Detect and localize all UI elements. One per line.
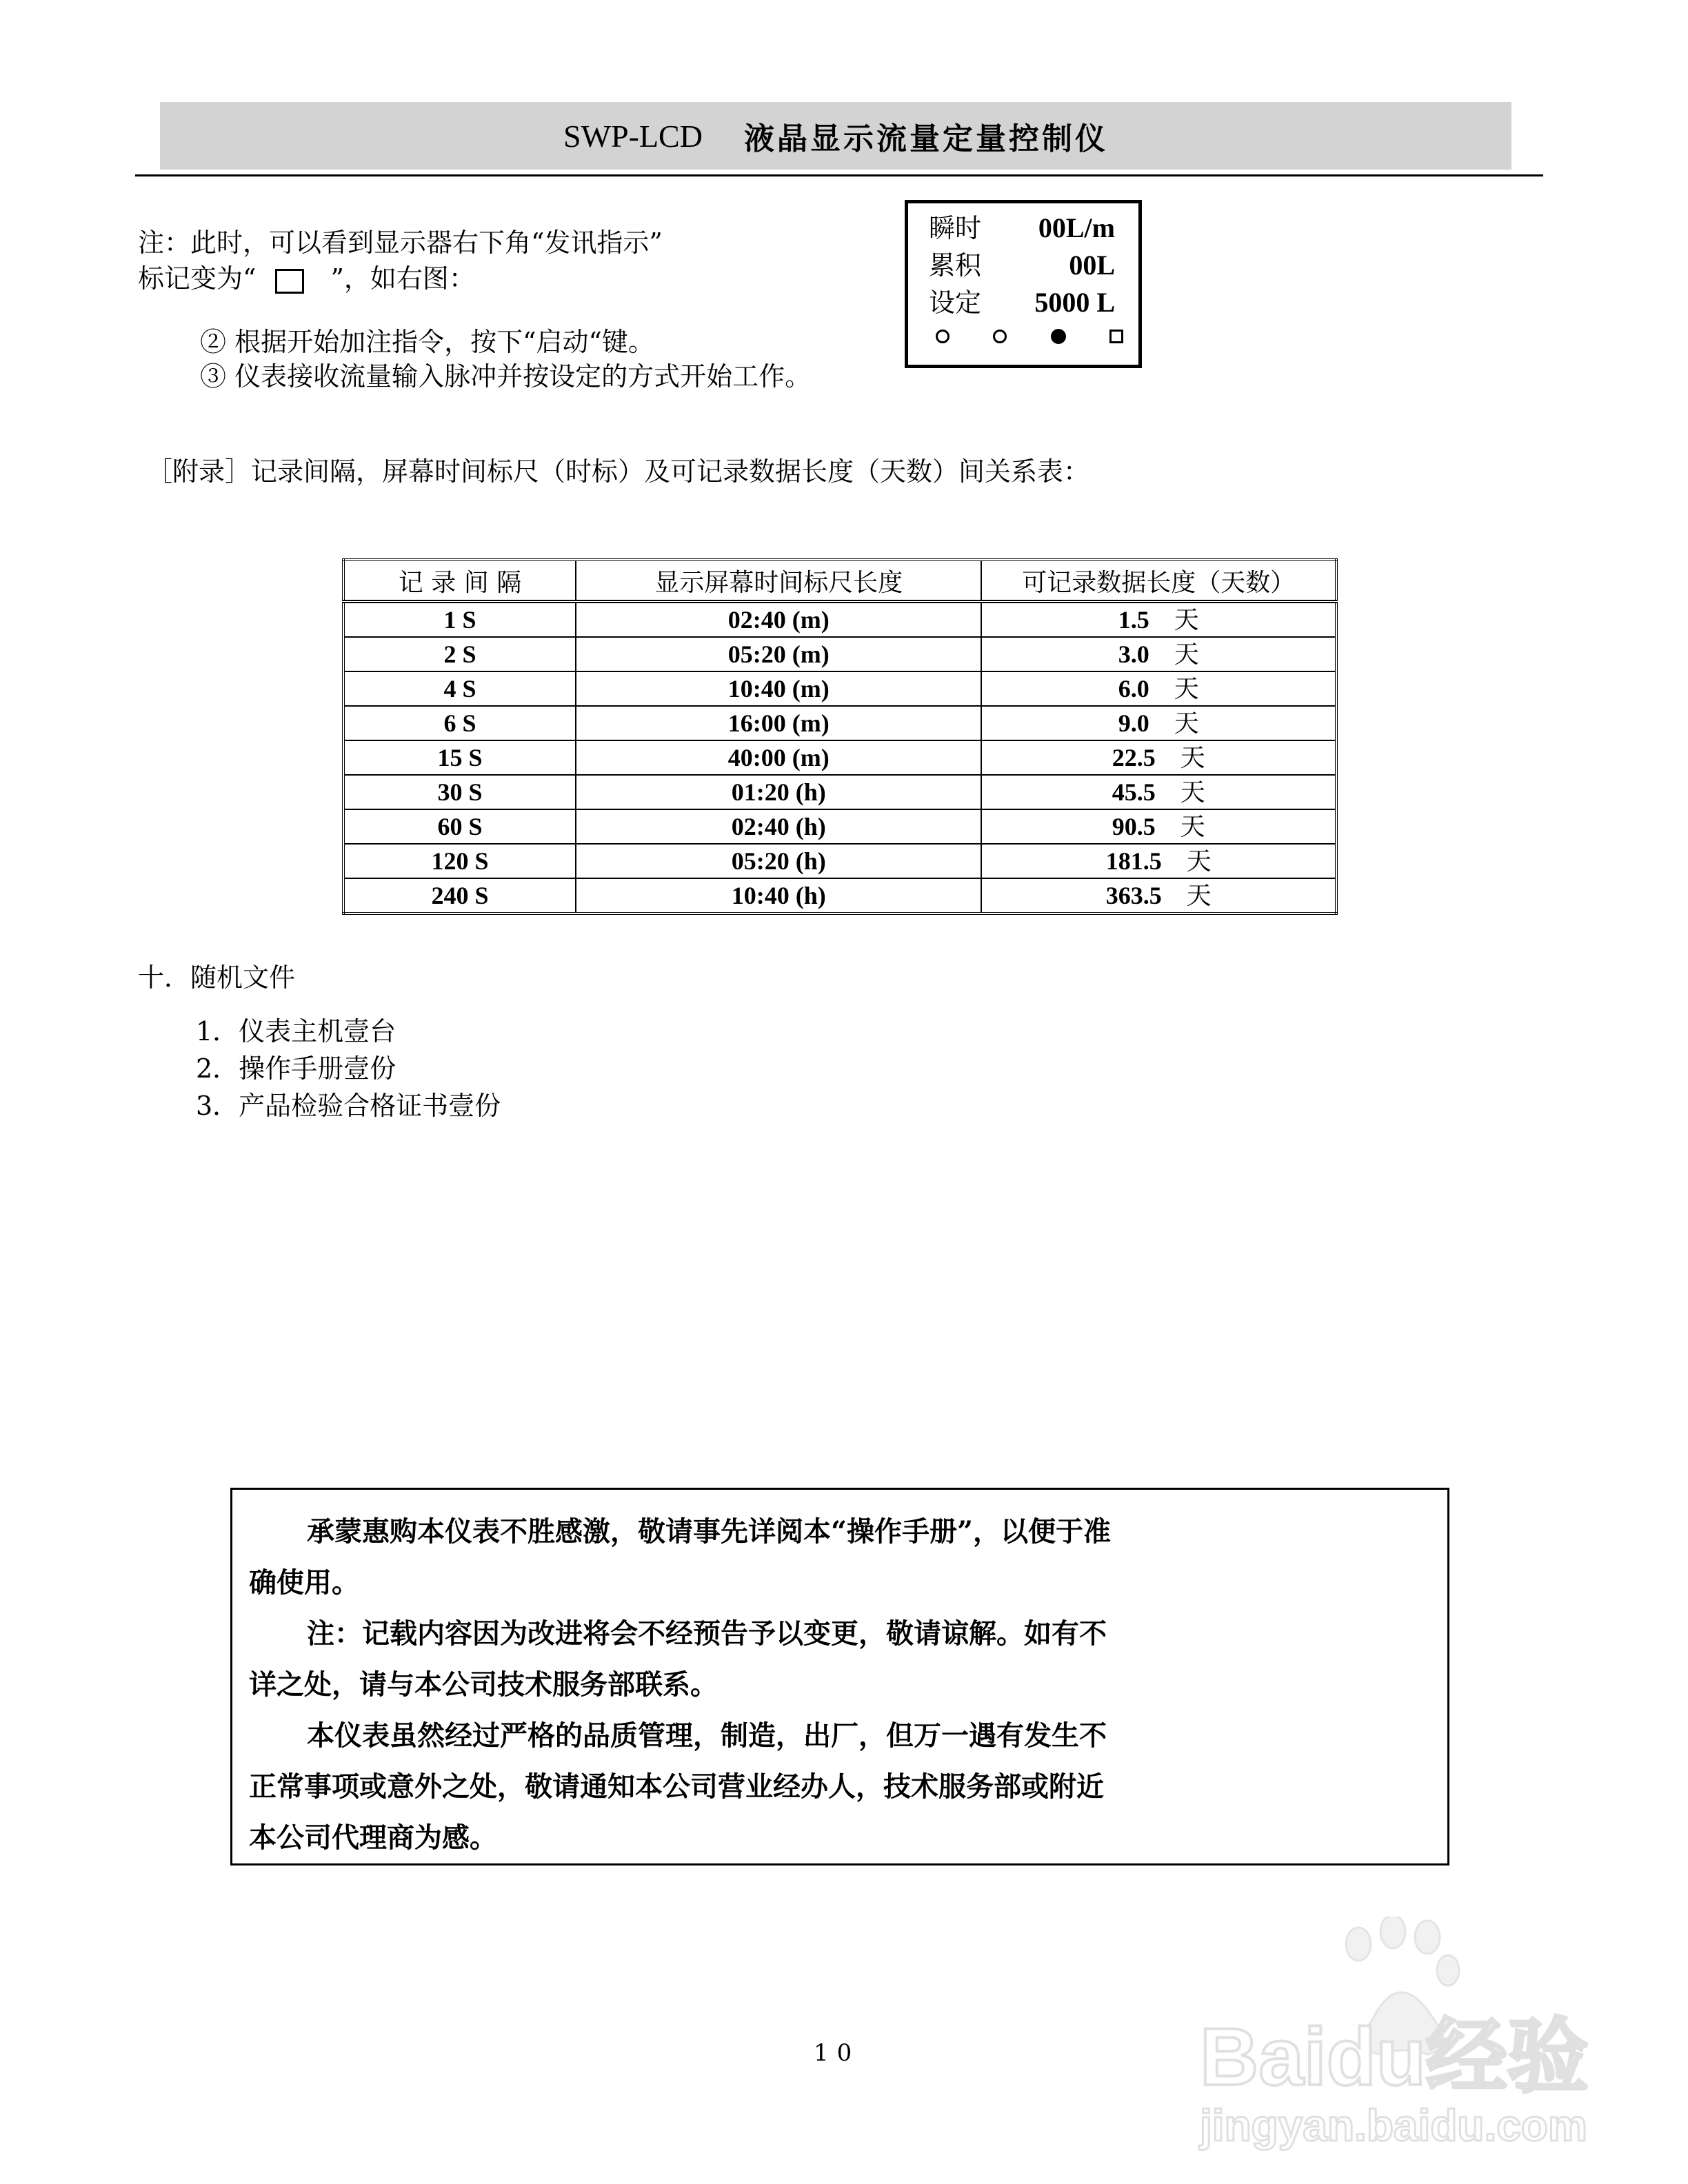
- square-indicator-icon: [275, 269, 304, 294]
- header-product-name: 液晶显示流量定量控制仪: [743, 121, 1108, 156]
- days-value: 90.5: [1112, 812, 1156, 840]
- days-value: 1.5: [1118, 605, 1149, 634]
- lcd-indicators: [936, 329, 1123, 344]
- table-row: [343, 671, 1336, 706]
- open-circle-icon: [936, 330, 950, 343]
- note-line-2: [138, 261, 475, 296]
- filled-circle-icon: [1051, 329, 1066, 344]
- cell-days: [981, 740, 1336, 775]
- cell-interval: 120 S: [343, 844, 576, 878]
- appendix-caption: ［附录］记录间隔，屏幕时间标尺（时标）及可记录数据长度（天数）间关系表：: [146, 456, 1090, 487]
- days-unit: 天: [1174, 709, 1199, 738]
- section-10-item: 2．操作手册壹份: [196, 1053, 396, 1084]
- table-header: 记 录 间 隔: [343, 560, 576, 602]
- cell-scale: 02:40 (m): [576, 602, 981, 638]
- header-model: SWP-LCD: [563, 118, 703, 154]
- cell-interval: 30 S: [343, 775, 576, 809]
- cell-days: [981, 775, 1336, 809]
- cell-days: [981, 671, 1336, 706]
- cell-scale: 02:40 (h): [576, 809, 981, 844]
- table-row: [343, 878, 1336, 913]
- days-unit: 天: [1180, 778, 1205, 807]
- lcd-label-setpoint: 设定: [929, 287, 982, 318]
- table-row: [343, 740, 1336, 775]
- table-header-row: [343, 560, 1336, 602]
- watermark-brand: Baidu经验: [1200, 2012, 1589, 2103]
- cell-interval: 6 S: [343, 706, 576, 740]
- watermark-url: jingyan.baidu.com: [1200, 2101, 1587, 2150]
- lcd-display: [905, 200, 1142, 368]
- cell-days: [981, 706, 1336, 740]
- days-unit: 天: [1180, 743, 1205, 772]
- section-10-item: 1．仪表主机壹台: [196, 1016, 396, 1046]
- notice-line: 承蒙惠购本仪表不胜感激，敬请事先详阅本“操作手册”，以便于准: [307, 1515, 1112, 1548]
- cell-interval: 15 S: [343, 740, 576, 775]
- cell-scale: 40:00 (m): [576, 740, 981, 775]
- cell-days: [981, 844, 1336, 878]
- cell-interval: 2 S: [343, 637, 576, 671]
- notice-line: 确使用。: [249, 1566, 359, 1599]
- lcd-label-total: 累积: [929, 250, 982, 281]
- days-unit: 天: [1186, 881, 1212, 910]
- notice-line: 正常事项或意外之处，敬请通知本公司营业经办人，技术服务部或附近: [249, 1770, 1104, 1803]
- cell-interval: 60 S: [343, 809, 576, 844]
- cell-scale: 01:20 (h): [576, 775, 981, 809]
- cell-days: [981, 602, 1336, 638]
- header-rule: [135, 174, 1543, 176]
- days-unit: 天: [1186, 847, 1212, 876]
- lcd-value-setpoint: 5000 L: [1034, 287, 1115, 318]
- baidu-watermark: [1200, 1917, 1589, 2178]
- notice-box: [230, 1488, 1449, 1866]
- section-10-title: 十．随机文件: [138, 962, 296, 993]
- step-2: ② 根据开始加注指令，按下“启动“键。: [200, 327, 654, 357]
- notice-line: 注：记载内容因为改进将会不经预告予以变更，敬请谅解。如有不: [307, 1617, 1107, 1650]
- table-row: [343, 844, 1336, 878]
- page-header: [160, 102, 1511, 170]
- table-row: [343, 809, 1336, 844]
- cell-scale: 16:00 (m): [576, 706, 981, 740]
- lcd-value-total: 00L: [1069, 250, 1115, 281]
- cell-interval: 1 S: [343, 602, 576, 638]
- days-unit: 天: [1174, 640, 1199, 669]
- days-unit: 天: [1180, 812, 1205, 841]
- cell-interval: 4 S: [343, 671, 576, 706]
- page-number: 10: [814, 2039, 861, 2067]
- note-line-2-post: ”，如右图：: [330, 263, 475, 294]
- note-line-2-pre: 标记变为“: [138, 263, 257, 294]
- days-value: 45.5: [1112, 778, 1156, 806]
- days-unit: 天: [1174, 605, 1199, 634]
- lcd-value-instant: 00L/m: [1038, 212, 1115, 243]
- square-icon: [1109, 330, 1123, 343]
- cell-scale: 10:40 (h): [576, 878, 981, 913]
- cell-scale: 05:20 (h): [576, 844, 981, 878]
- step-3: ③ 仪表接收流量输入脉冲并按设定的方式开始工作。: [200, 361, 812, 392]
- notice-line: 本公司代理商为感。: [249, 1821, 497, 1854]
- open-circle-icon: [993, 330, 1007, 343]
- days-value: 363.5: [1105, 881, 1162, 909]
- days-value: 6.0: [1118, 674, 1149, 702]
- cell-days: [981, 809, 1336, 844]
- lcd-label-instant: 瞬时: [929, 213, 982, 243]
- note-line-1: 注：此时，可以看到显示器右下角“发讯指示”: [138, 228, 663, 258]
- table-row: [343, 602, 1336, 638]
- notice-line: 本仪表虽然经过严格的品质管理，制造，出厂，但万一遇有发生不: [307, 1719, 1107, 1752]
- table-header: 可记录数据长度（天数）: [981, 560, 1336, 602]
- table-row: [343, 637, 1336, 671]
- table-row: [343, 706, 1336, 740]
- section-10-item: 3．产品检验合格证书壹份: [196, 1091, 501, 1121]
- table-header: 显示屏幕时间标尺长度: [576, 560, 981, 602]
- cell-scale: 10:40 (m): [576, 671, 981, 706]
- days-value: 22.5: [1112, 743, 1156, 771]
- days-value: 181.5: [1105, 847, 1162, 875]
- days-unit: 天: [1174, 674, 1199, 703]
- cell-interval: 240 S: [343, 878, 576, 913]
- notice-line: 详之处，请与本公司技术服务部联系。: [249, 1668, 718, 1701]
- days-value: 9.0: [1118, 709, 1149, 737]
- cell-days: [981, 637, 1336, 671]
- table-row: [343, 775, 1336, 809]
- days-value: 3.0: [1118, 640, 1149, 668]
- cell-days: [981, 878, 1336, 913]
- record-interval-table: [342, 558, 1338, 915]
- cell-scale: 05:20 (m): [576, 637, 981, 671]
